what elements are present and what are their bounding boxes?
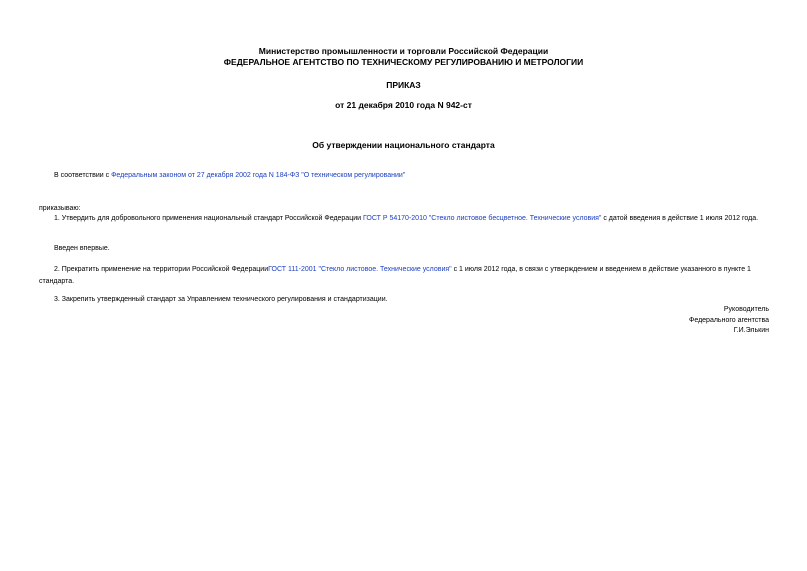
item-2-suffix: с 1 июля 2012 года, в связи с утверждением и введением в действие указанного в пункте 1 стандарта. — [39, 266, 751, 285]
agency-name: ФЕДЕРАЛЬНОЕ АГЕНТСТВО ПО ТЕХНИЧЕСКОМУ РЕГУЛИРОВАНИЮ И МЕТРОЛОГИИ — [223, 57, 584, 67]
preamble-text: В соответствии с — [54, 172, 112, 179]
order-title: Об утверждении национального стандарта — [312, 140, 495, 150]
order-date: от 21 декабря 2010 года N 942-ст — [335, 100, 472, 110]
item-2-paragraph — [39, 264, 769, 287]
gost-r-54170-link[interactable]: ГОСТ Р 54170-2010 "Стекло листовое бесцветное. Технические условия" — [362, 215, 602, 222]
ministry-name: Министерство промышленности и торговли Российской Федерации — [258, 46, 549, 56]
item-1-text: 1. Утвердить для добровольного применения национальный стандарт Российской Федерации — [54, 215, 363, 222]
item-2-text: 2. Прекратить применение на территории Российской Федерации — [54, 266, 269, 273]
signature-position: Руководитель — [723, 306, 769, 313]
signature-name: Г.И.Элькин — [733, 327, 769, 334]
document-type: ПРИКАЗ — [386, 80, 421, 90]
signature-organization: Федерального агентства — [689, 317, 769, 324]
introduced-note: Введен впервые. — [54, 245, 110, 252]
preamble-paragraph — [39, 170, 769, 182]
item-3-paragraph: 3. Закрепить утвержденный стандарт за Управлением технического регулирования и стандартизации. — [54, 296, 388, 303]
item-1-suffix: с датой введения в действие 1 июля 2012 года. — [601, 215, 759, 222]
federal-law-link[interactable]: Федеральным законом от 27 декабря 2002 года N 184-ФЗ "О техническом регулировании" — [111, 172, 406, 179]
order-word: приказываю: — [39, 205, 81, 212]
gost-111-link[interactable]: ГОСТ 111-2001 "Стекло листовое. Технические условия" — [268, 266, 452, 273]
item-1-paragraph — [39, 213, 769, 225]
